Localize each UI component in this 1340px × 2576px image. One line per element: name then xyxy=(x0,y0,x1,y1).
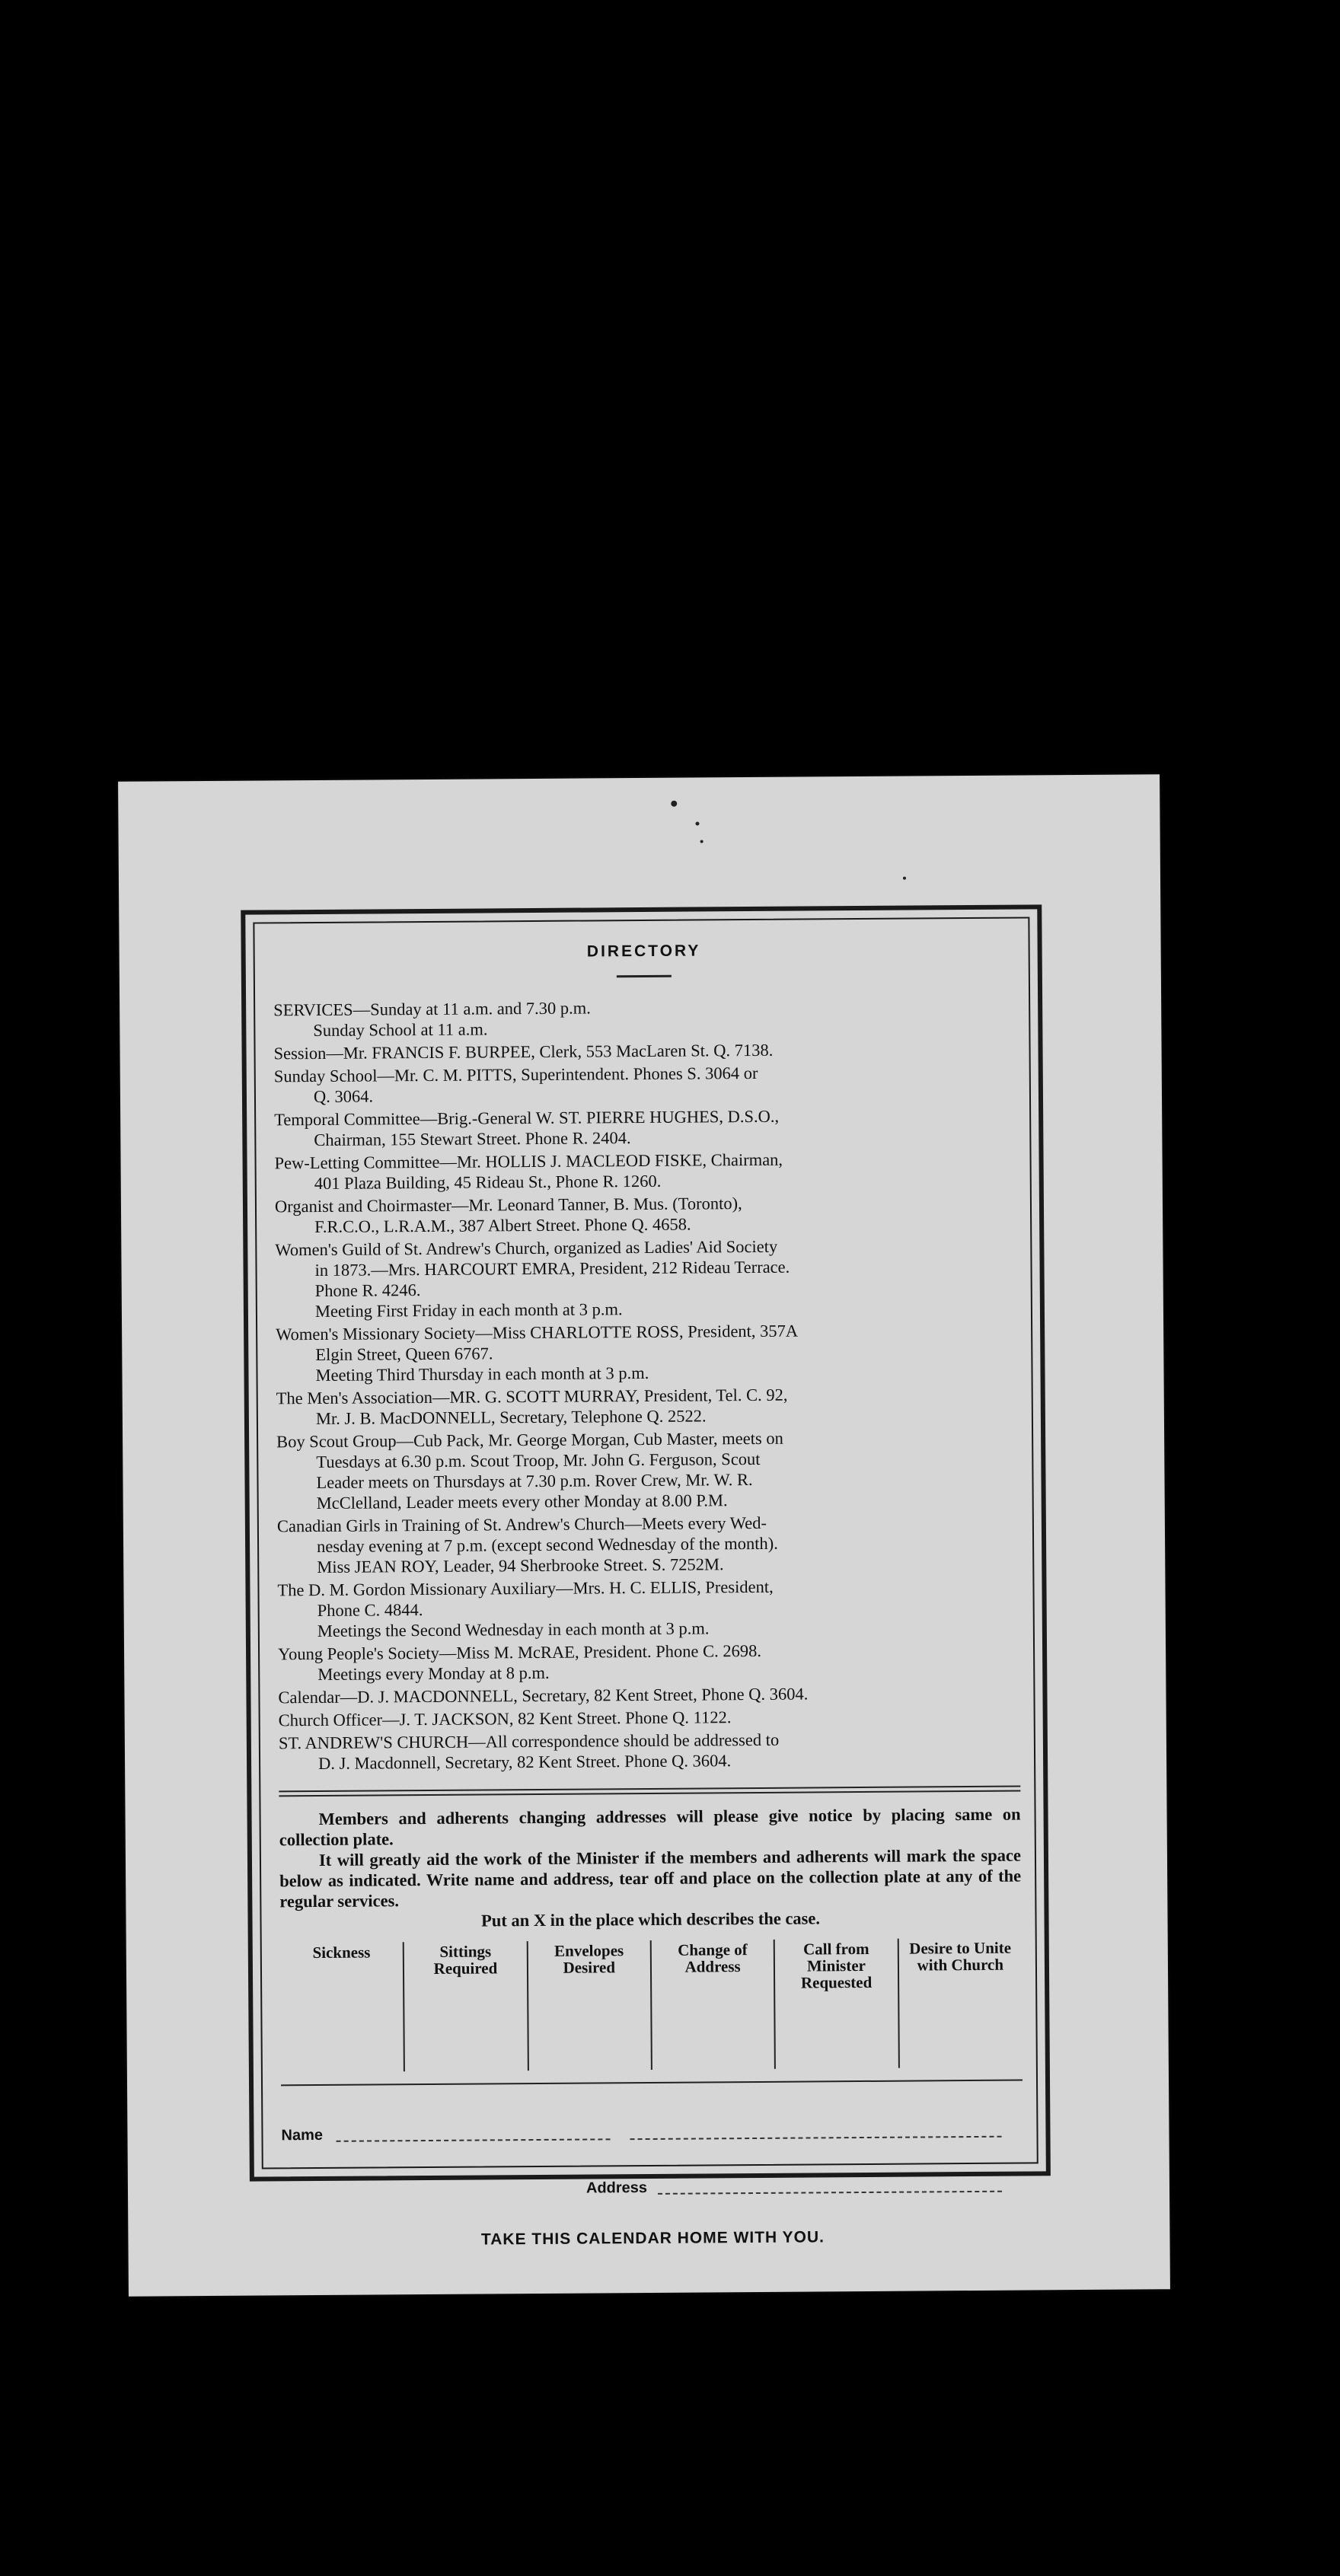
address-field[interactable] xyxy=(658,2191,1002,2195)
entry-continuation-line: Elgin Street, Queen 6767. xyxy=(315,1344,493,1365)
ink-speck xyxy=(700,840,704,843)
directory-entry xyxy=(276,1427,1019,1514)
address-label: Address xyxy=(585,2179,648,2197)
title-rule xyxy=(617,975,672,978)
entry-continuation-line: Phone R. 4246. xyxy=(314,1280,421,1301)
church-calendar-page xyxy=(118,774,1170,2297)
entry-continuation-line: D. J. Macdonnell, Secretary, 82 Kent Street. Phone Q. 3604. xyxy=(317,1751,732,1773)
entry-continuation-line: Miss JEAN ROY, Leader, 94 Sherbrooke Street. S. 7252M. xyxy=(317,1554,724,1577)
directory-entry xyxy=(277,1575,1019,1642)
case-sittings-required[interactable]: Sittings Required xyxy=(404,1941,528,2071)
ink-speck xyxy=(695,821,699,825)
directory-entry xyxy=(278,1639,1019,1685)
directory-entry xyxy=(275,1191,1016,1238)
ink-speck xyxy=(671,801,677,807)
border-frame xyxy=(241,904,1051,2249)
directory-entry xyxy=(274,1105,1016,1151)
notice-block xyxy=(279,1804,1021,1933)
entry-heading-line: Canadian Girls in Training of St. Andrew's Church—Meets every Wed- xyxy=(276,1513,767,1536)
address-row xyxy=(282,2176,1023,2227)
directory-content xyxy=(273,939,1024,2252)
entry-heading-line: Pew-Letting Committee—Mr. HOLLIS J. MACLEOD FISKE, Chairman, xyxy=(274,1149,783,1173)
entry-continuation-line: nesday evening at 7 p.m. (except second Wednesday of the month). xyxy=(317,1533,778,1557)
directory-entry xyxy=(273,1038,1015,1064)
directory-list xyxy=(273,995,1020,1774)
entry-heading-line: Church Officer—J. T. JACKSON, 82 Kent Street. Phone Q. 1122. xyxy=(278,1707,732,1730)
entry-continuation-line: Sunday School at 11 a.m. xyxy=(313,1019,488,1041)
double-rule xyxy=(279,1786,1020,1797)
entry-heading-line: Young People's Society—Miss M. McRAE, President. Phone C. 2698. xyxy=(277,1640,762,1664)
directory-entry xyxy=(279,1728,1020,1774)
directory-entry xyxy=(278,1682,1019,1708)
entry-heading-line: Temporal Committee—Brig.-General W. ST. PIERRE HUGHES, D.S.O., xyxy=(274,1106,780,1130)
directory-entry xyxy=(275,1235,1017,1322)
ink-speck xyxy=(903,877,906,880)
footer-note: TAKE THIS CALENDAR HOME WITH YOU. xyxy=(480,2228,825,2249)
entry-heading-line: Organist and Choirmaster—Mr. Leonard Tanner, B. Mus. (Toronto), xyxy=(274,1194,742,1216)
entry-continuation-line: F.R.C.O., L.R.A.M., 387 Albert Street. Phone Q. 4658. xyxy=(314,1214,691,1237)
entry-continuation-line: Meetings the Second Wednesday in each month at 3 p.m. xyxy=(317,1618,710,1640)
entry-heading-line: Women's Missionary Society—Miss CHARLOTTE ROSS, President, 357A xyxy=(276,1321,799,1344)
entry-continuation-line: Meetings every Monday at 8 p.m. xyxy=(317,1663,550,1684)
directory-entry xyxy=(276,1319,1018,1386)
name-field[interactable] xyxy=(337,2138,611,2142)
case-call-from-minister[interactable]: Call from Minister Requested xyxy=(774,1939,899,2069)
notice-address-change: Members and adherents changing addresses will please give notice by placing same on collection plate. xyxy=(279,1804,1021,1850)
entry-heading-line: The Men's Association—MR. G. SCOTT MURRAY, President, Tel. C. 92, xyxy=(276,1385,788,1408)
entry-continuation-line: in 1873.—Mrs. HARCOURT EMRA, President, 212 Rideau Terrace. xyxy=(314,1257,790,1280)
case-checkbox-table xyxy=(280,1938,1023,2073)
entry-heading-line: Session—Mr. FRANCIS F. BURPEE, Clerk, 553 MacLaren St. Q. 7138. xyxy=(273,1040,774,1063)
directory-entry xyxy=(277,1511,1019,1578)
directory-entry xyxy=(279,1705,1020,1731)
entry-continuation-line: Phone C. 4844. xyxy=(317,1600,423,1620)
directory-entry xyxy=(274,1061,1016,1108)
page-title: DIRECTORY xyxy=(586,942,701,961)
notice-instruction: Put an X in the place which describes the case. xyxy=(480,1908,821,1930)
entry-heading-line: Calendar—D. J. MACDONNELL, Secretary, 82 Kent Street, Phone Q. 3604. xyxy=(278,1684,809,1707)
case-sickness[interactable]: Sickness xyxy=(280,1942,405,2072)
case-change-of-address[interactable]: Change of Address xyxy=(651,1940,776,2070)
entry-heading-line: Sunday School—Mr. C. M. PITTS, Superintendent. Phones S. 3064 or xyxy=(273,1063,758,1086)
directory-entry xyxy=(274,1148,1016,1194)
case-envelopes-desired[interactable]: Envelopes Desired xyxy=(527,1940,652,2071)
table-bottom-rule xyxy=(281,2080,1023,2087)
entry-continuation-line: Chairman, 155 Stewart Street. Phone R. 2404. xyxy=(314,1128,631,1150)
entry-continuation-line: Tuesdays at 6.30 p.m. Scout Troop, Mr. John G. Ferguson, Scout xyxy=(316,1449,761,1472)
directory-entry xyxy=(273,995,1015,1041)
entry-heading-line: SERVICES—Sunday at 11 a.m. and 7.30 p.m. xyxy=(273,998,591,1020)
entry-heading-line: Boy Scout Group—Cub Pack, Mr. George Morgan, Cub Master, meets on xyxy=(276,1428,783,1452)
directory-entry xyxy=(276,1383,1018,1430)
name-field-continued[interactable] xyxy=(630,2136,1002,2140)
entry-continuation-line: McClelland, Leader meets every other Monday at 8.00 P.M. xyxy=(316,1490,728,1513)
case-desire-to-unite[interactable]: Desire to Unite with Church xyxy=(909,1938,1012,1975)
entry-heading-line: The D. M. Gordon Missionary Auxiliary—Mrs. H. C. ELLIS, President, xyxy=(277,1577,774,1600)
entry-continuation-line: 401 Plaza Building, 45 Rideau St., Phone R. 1260. xyxy=(314,1171,662,1194)
notice-minister-aid: It will greatly aid the work of the Minister if the members and adherents will mark the space below as indicated. Write name and address, tear off and place on the collection plate at any of the regular services. xyxy=(279,1845,1022,1911)
entry-heading-line: ST. ANDREW'S CHURCH—All correspondence should be addressed to xyxy=(278,1730,780,1753)
entry-continuation-line: Leader meets on Thursdays at 7.30 p.m. Rover Crew, Mr. W. R. xyxy=(316,1470,753,1493)
entry-heading-line: Women's Guild of St. Andrew's Church, organized as Ladies' Aid Society xyxy=(275,1236,778,1260)
entry-continuation-line: Mr. J. B. MacDONNELL, Secretary, Telephone Q. 2522. xyxy=(315,1406,707,1429)
entry-continuation-line: Meeting First Friday in each month at 3 p.m. xyxy=(314,1299,623,1321)
entry-continuation-line: Q. 3064. xyxy=(313,1086,374,1107)
entry-continuation-line: Meeting Third Thursday in each month at 3 p.m. xyxy=(315,1363,649,1385)
name-row xyxy=(281,2121,1023,2172)
name-label: Name xyxy=(281,2126,324,2144)
